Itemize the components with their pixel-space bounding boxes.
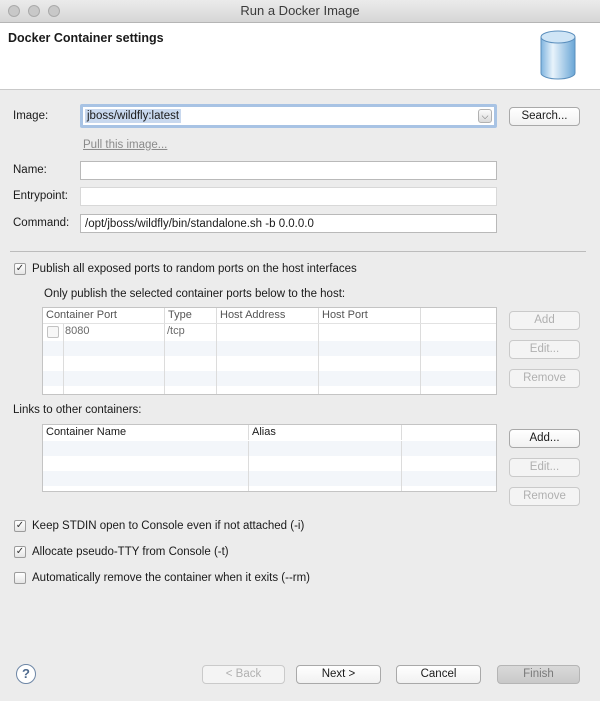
checkmark-icon: ✓ [15,546,25,557]
image-combo[interactable] [80,104,497,128]
auto-remove-label: Automatically remove the container when it exits (--rm) [32,572,311,584]
column-header[interactable]: Host Port [319,308,421,323]
ports-table[interactable] [42,307,497,395]
stdin-checkbox[interactable] [14,520,26,532]
pull-image-link[interactable]: Pull this image... [83,139,168,151]
chevron-down-icon[interactable]: ⌵ [478,109,492,123]
image-value: jboss/wildfly:latest [87,110,180,122]
back-button[interactable]: < Back [202,665,285,684]
docker-database-icon [538,29,578,83]
name-label: Name: [13,164,47,176]
only-publish-label: Only publish the selected container ports below to the host: [44,288,346,300]
links-label: Links to other containers: [13,404,142,416]
links-table[interactable] [42,424,497,492]
auto-remove-checkbox[interactable] [14,572,26,584]
container-port-cell: 8080 [65,325,90,337]
links-edit-button[interactable]: Edit... [509,458,580,477]
page-title: Docker Container settings [8,31,164,45]
type-cell: /tcp [167,325,185,337]
command-field[interactable] [80,214,497,233]
publish-all-label: Publish all exposed ports to random ports on the host interfaces [32,263,357,275]
stdin-label: Keep STDIN open to Console even if not attached (-i) [32,520,305,532]
column-header[interactable]: Container Port [43,308,165,323]
publish-all-checkbox[interactable] [14,263,26,275]
window-title: Run a Docker Image [240,3,360,18]
checkmark-icon: ✓ [15,263,25,274]
ports-table-header [43,308,496,324]
row-checkbox[interactable] [47,326,59,338]
separator [10,251,586,252]
wizard-header [0,23,600,90]
entrypoint-label: Entrypoint: [13,190,68,202]
image-label: Image: [13,110,49,122]
tty-checkbox[interactable] [14,546,26,558]
command-label: Command: [13,217,70,229]
cancel-button[interactable]: Cancel [396,665,481,684]
finish-button[interactable]: Finish [497,665,580,684]
column-header[interactable]: Container Name [43,425,249,440]
ports-remove-button[interactable]: Remove [509,369,580,388]
entrypoint-field[interactable] [80,187,497,206]
search-button[interactable]: Search... [509,107,580,126]
links-table-header [43,425,496,441]
next-button[interactable]: Next > [296,665,381,684]
column-header[interactable]: Host Address [217,308,319,323]
ports-add-button[interactable]: Add [509,311,580,330]
table-row[interactable] [43,325,496,340]
column-header[interactable]: Alias [249,425,402,440]
name-field[interactable] [80,161,497,180]
column-header[interactable]: Type [165,308,217,323]
title-bar [0,0,600,23]
tty-label: Allocate pseudo-TTY from Console (-t) [32,546,229,558]
help-icon[interactable]: ? [16,664,36,684]
links-add-button[interactable]: Add... [509,429,580,448]
checkmark-icon: ✓ [15,520,25,531]
links-remove-button[interactable]: Remove [509,487,580,506]
ports-edit-button[interactable]: Edit... [509,340,580,359]
